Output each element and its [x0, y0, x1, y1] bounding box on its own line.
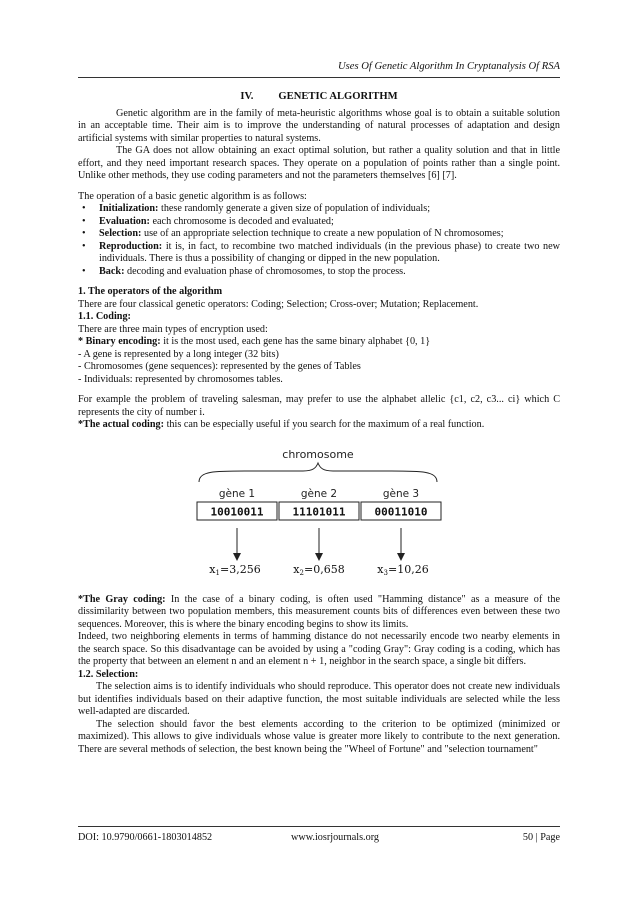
step-term: Evaluation: — [99, 215, 150, 227]
footer-website: www.iosrjournals.org — [291, 832, 380, 843]
list-item — [78, 241, 560, 266]
section-title: GENETIC ALGORITHM — [278, 91, 398, 102]
chromosome-figure — [185, 444, 451, 580]
step-text: these randomly generate a given size of population of individuals; — [158, 203, 431, 214]
intro-paragraph-3: The operation of a basic genetic algorithm is as follows: — [78, 190, 307, 202]
list-item — [78, 228, 560, 241]
gene-bits: 10010011 — [210, 505, 264, 518]
gene-label: gène 1 — [218, 487, 256, 500]
gene-label: gène 2 — [300, 487, 338, 500]
binary-term: * Binary encoding: — [78, 336, 161, 347]
selection-heading: 1.2. Selection: — [78, 668, 139, 680]
step-text: use of an appropriate selection technique to create a new population of N chromosomes; — [141, 228, 504, 239]
selection-paragraph-1: The selection aims is to identify individuals who should reproduce. This operator does not create new individuals but identifies individuals based on their adaptive function, the most suitable individuals are selected while the less well-adapted are discarded. — [78, 681, 560, 717]
step-term: Initialization: — [99, 203, 159, 214]
list-item — [78, 203, 560, 216]
actual-coding-term: *The actual coding: — [78, 419, 165, 430]
dash-line-individuals: - Individuals: represented by chromosomes tables. — [78, 373, 283, 385]
binary-text: it is the most used, each gene has the same binary alphabet {0, 1} — [160, 336, 431, 347]
step-text: decoding and evaluation phase of chromosomes, to stop the process. — [124, 265, 406, 277]
spacer — [78, 278, 560, 286]
operators-text: There are four classical genetic operators: Coding; Selection; Cross-over; Mutation; Replacement. — [78, 298, 479, 310]
gene-bits: 00011010 — [374, 505, 428, 518]
chromosome-label: chromosome — [282, 447, 354, 461]
bullet-icon: • — [82, 215, 86, 227]
gray-coding-paragraph — [78, 594, 560, 632]
list-item — [78, 266, 560, 279]
step-term: Selection: — [99, 228, 142, 239]
gene-value: x3=10,26 — [377, 562, 429, 577]
list-item — [78, 216, 560, 229]
intro-paragraph-1: Genetic algorithm are in the family of meta-heuristic algorithms whose goal is to obtain a suitable solution in an acceptable time. Their aim is to improve the understanding of natural processes of adaptation and design artificial systems with similar properties to natural systems. — [78, 107, 560, 144]
step-term: Back: — [99, 265, 125, 277]
section-number: IV. — [240, 91, 254, 102]
gray-coding-text: In the case of a binary coding, is often used "Hamming distance" as a measure of the dissimilarity between two population members, this measurement counts bits of differences even between these two sequences. Moreover, this is where the binary encoding begins to show its limits. — [78, 593, 560, 630]
gene-value: x1=3,256 — [209, 562, 261, 577]
intro-paragraph-2: The GA does not allow obtaining an exact optimal solution, but rather a quality solution and that in little effort, and they need important research spaces. They operate on a population of points rather than a single point. Unlike other methods, they use coding parameters and not the parameters themselves [6] [7]. — [78, 145, 560, 181]
dash-line-gene: - A gene is represented by a long integer (32 bits) — [78, 348, 279, 360]
coding-heading: 1.1. Coding: — [78, 311, 131, 322]
gene-bits: 11101011 — [292, 505, 346, 518]
gene-value: x2=0,658 — [293, 562, 345, 577]
step-term: Reproduction: — [99, 240, 163, 252]
section-heading — [78, 91, 560, 104]
bullet-icon: • — [82, 265, 86, 277]
actual-coding-text: this can be especially useful if you search for the maximum of a real function. — [164, 419, 485, 430]
footer-doi: DOI: 10.9790/0661-1803014852 — [78, 832, 213, 843]
figure-wrapper — [78, 444, 560, 582]
gray-coding-term: *The Gray coding: — [78, 593, 166, 605]
selection-paragraph-2: The selection should favor the best elements according to the criterion to be optimized (minimized or maximized). This allows to give individuals whose value is greater more likely to contribute to the next generation. There are several methods of selection, the best known being the "Wheel of Fortune" and "selection tournament" — [78, 718, 560, 755]
page-body — [78, 91, 560, 756]
bullet-icon: • — [82, 228, 86, 239]
footer-rule — [78, 826, 560, 827]
bullet-icon: • — [82, 203, 86, 214]
dash-line-chromosomes: - Chromosomes (gene sequences): represented by the genes of Tables — [78, 361, 361, 372]
bullet-icon: • — [82, 240, 86, 252]
spacer — [78, 183, 560, 191]
footer-page-number: 50 | Page — [522, 832, 560, 843]
step-text: it is, in fact, to recombine two matched individuals (in the previous phase) to create two new individuals. There is thus a possibility of changing or dipped in the new population. — [99, 240, 560, 264]
spacer — [78, 386, 560, 394]
tsp-paragraph: For example the problem of traveling salesman, may prefer to use the alphabet allelic {c1, c2, c3... ci} which C represents the city of number i. — [78, 394, 560, 418]
running-header: Uses Of Genetic Algorithm In Cryptanalysis Of RSA — [338, 61, 560, 72]
algorithm-steps-list — [78, 203, 560, 278]
actual-coding-line — [78, 419, 560, 432]
step-text: each chromosome is decoded and evaluated; — [149, 215, 334, 227]
coding-intro: There are three main types of encryption used: — [78, 323, 268, 335]
binary-encoding-line — [78, 336, 560, 349]
operators-heading: 1. The operators of the algorithm — [78, 286, 223, 297]
gray-coding-paragraph-2: Indeed, two neighboring elements in terms of hamming distance do not necessarily encode two nearby elements in the search space. So this disadvantage can be avoided by using a "coding Gray": Gray coding is a coding, which has the property that between an element n and an element n + 1, neighbor in the search space, a single bit differs. — [78, 631, 560, 667]
header-rule — [78, 77, 560, 78]
gene-label: gène 3 — [382, 487, 420, 500]
